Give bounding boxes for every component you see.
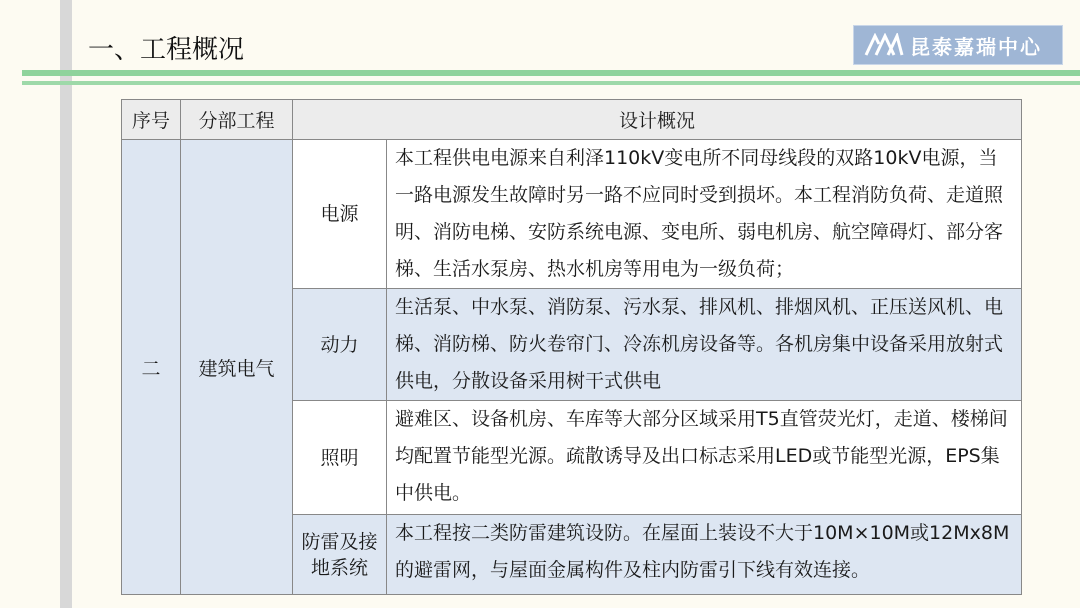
table-row	[122, 140, 1022, 289]
header-design: 设计概况	[293, 100, 1022, 140]
header-seq: 序号	[122, 100, 181, 140]
left-accent-bar	[60, 0, 72, 608]
description-cell: 本工程按二类防雷建筑设防。在屋面上装设不大于10M×10M或12Mx8M的避雷网，与屋面金属构件及柱内防雷引下线有效连接。	[387, 515, 1022, 595]
header-part: 分部工程	[181, 100, 293, 140]
seq-cell: 二	[122, 140, 181, 595]
description-cell: 避难区、设备机房、车库等大部分区域采用T5直管荧光灯，走道、楼梯间均配置节能型光源。疏散诱导及出口标志采用LED或节能型光源，EPS集中供电。	[387, 401, 1022, 515]
description-cell: 生活泵、中水泵、消防泵、污水泵、排风机、排烟风机、正压送风机、电梯、消防梯、防火卷帘门、冷冻机房设备等。各机房集中设备采用放射式供电，分散设备采用树干式供电	[387, 289, 1022, 401]
table-header-row	[122, 100, 1022, 140]
sub-item-cell: 动力	[293, 289, 387, 401]
part-cell: 建筑电气	[181, 140, 293, 595]
sub-item-cell: 电源	[293, 140, 387, 289]
project-overview-table	[121, 99, 1022, 595]
description-cell: 本工程供电电源来自利泽110kV变电所不同母线段的双路10kV电源，当一路电源发生故障时另一路不应同时受到损坏。本工程消防负荷、走道照明、消防电梯、安防系统电源、变电所、弱电机房、航空障碍灯、部分客梯、生活水泵房、热水机房等用电为一级负荷；	[387, 140, 1022, 289]
header-divider-line	[22, 81, 1080, 85]
company-logo	[853, 25, 1063, 65]
sub-item-cell: 照明	[293, 401, 387, 515]
page-title: 一、工程概况	[88, 35, 245, 65]
company-logo-icon	[864, 33, 904, 57]
company-logo-text: 昆泰嘉瑞中心	[910, 34, 1042, 59]
sub-item-cell: 防雷及接地系统	[293, 515, 387, 595]
header-divider-band	[22, 70, 1080, 76]
